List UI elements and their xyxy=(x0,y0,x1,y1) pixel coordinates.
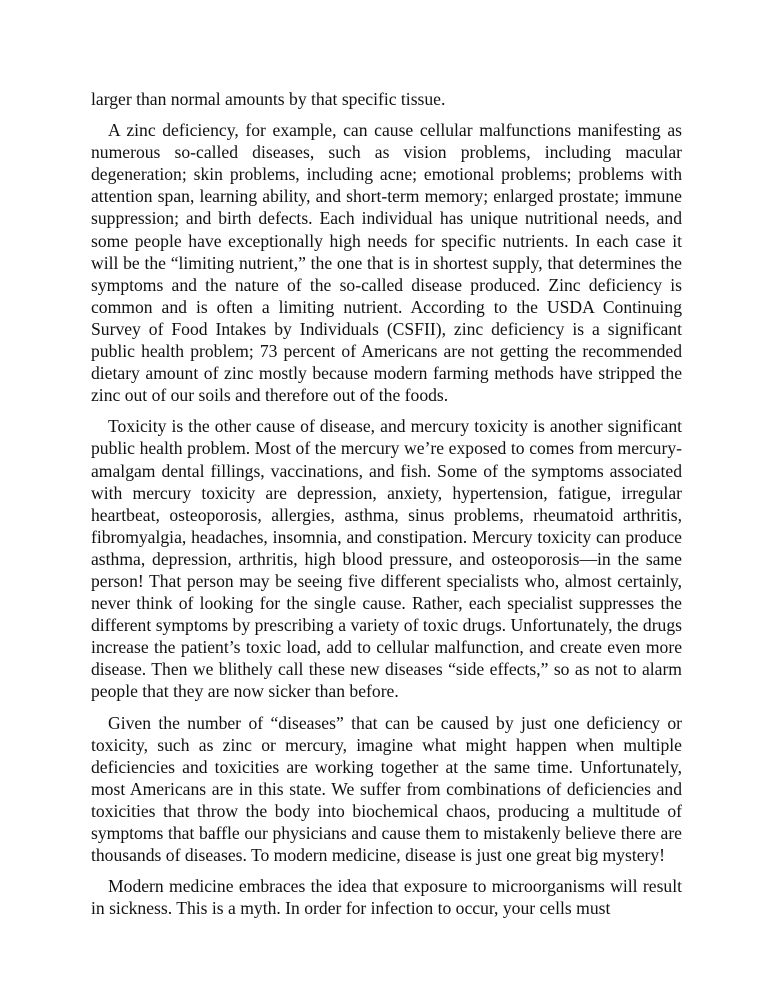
paragraph-zinc-deficiency: A zinc deficiency, for example, can cause cellular malfunctions manifesting as numerous so-called diseases, such as vision problems, including macular degeneration; skin problems, including acne; emotional problems; problems with attention span, learning ability, and short-term memory; enlarged prostate; immune suppression; and birth defects. Each individual has unique nutritional needs, and some people have exceptionally high needs for specific nutrients. In each case it will be the “limiting nutrient,” the one that is in shortest supply, that determines the symptoms and the nature of the so-called disease produced. Zinc deficiency is common and is often a limiting nutrient. According to the USDA Continuing Survey of Food Intakes by Individuals (CSFII), zinc deficiency is a significant public health problem; 73 percent of Americans are not getting the recommended dietary amount of zinc mostly because modern farming methods have stripped the zinc out of our soils and therefore out of the foods. xyxy=(91,120,682,406)
paragraph-mercury-toxicity: Toxicity is the other cause of disease, and mercury toxicity is another significant public health problem. Most of the mercury we’re exposed to comes from mercury-amalgam dental fillings, vaccinations, and fish. Some of the symptoms associated with mercury toxicity are depression, anxiety, hypertension, fatigue, irregular heartbeat, osteoporosis, allergies, asthma, sinus problems, rheumatoid arthritis, fibromyalgia, headaches, insomnia, and constipation. Mercury toxicity can produce asthma, depression, arthritis, high blood pressure, and osteoporosis—in the same person! That person may be seeing five different specialists who, almost certainly, never think of looking for the single cause. Rather, each specialist suppresses the different symptoms by prescribing a variety of toxic drugs. Unfortunately, the drugs increase the patient’s toxic load, add to cellular malfunction, and create even more disease. Then we blithely call these new diseases “side effects,” so as not to alarm people that they are now sicker than before. xyxy=(91,416,682,702)
paragraph-microorganisms: Modern medicine embraces the idea that exposure to microorganisms will result in sickness. This is a myth. In order for infection to occur, your cells must xyxy=(91,876,682,919)
document-page xyxy=(91,88,682,928)
paragraph-multiple-deficiencies: Given the number of “diseases” that can be caused by just one deficiency or toxicity, such as zinc or mercury, imagine what might happen when multiple deficiencies and toxicities are working together at the same time. Unfortunately, most Americans are in this state. We suffer from combinations of deficiencies and toxicities that throw the body into biochemical chaos, producing a multitude of symptoms that baffle our physicians and cause them to mistakenly believe there are thousands of diseases. To modern medicine, disease is just one great big mystery! xyxy=(91,712,682,866)
paragraph-continuation: larger than normal amounts by that specific tissue. xyxy=(91,89,446,109)
